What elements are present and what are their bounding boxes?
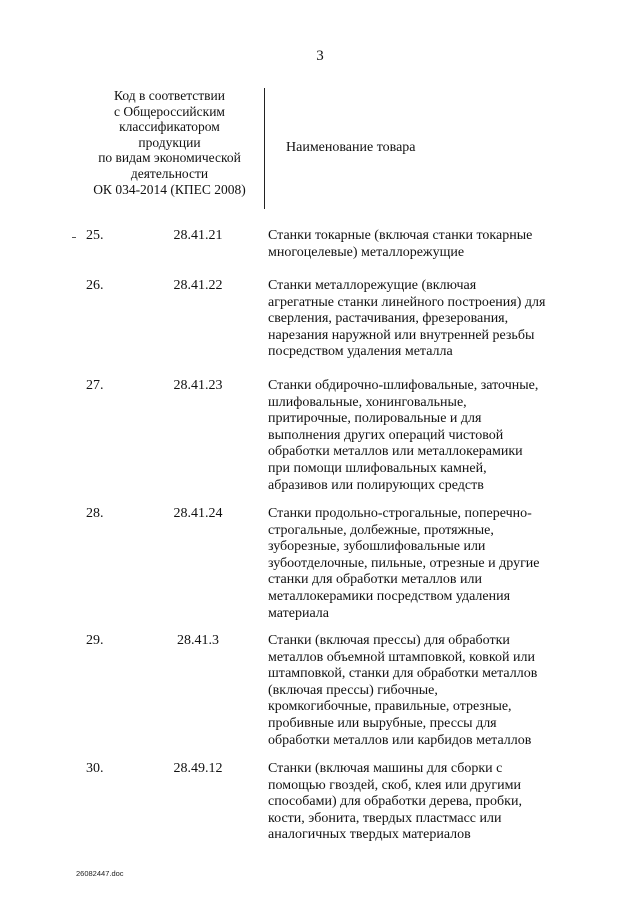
code-header-line: по видам экономической [98,150,241,166]
code-header-line: Код в соответствии [114,88,225,103]
row-name-line: (включая прессы) гибочные, [268,682,438,698]
row-name [268,633,568,749]
code-header-line: деятельности [130,165,209,181]
row-name-line: обработки металлов или карбидов металлов [268,732,532,748]
table-row [0,378,640,506]
row-name-line: зуборезные, зубошлифовальные или [268,539,486,555]
row-name-line: материала [268,605,329,621]
row-name [268,506,568,622]
row-name [268,228,568,261]
code-header-line: продукции [138,134,201,150]
document-filename: 26082447.doc [76,869,124,878]
row-name-line: зубоотделочные, пильные, отрезные и другие [268,555,540,571]
row-name-line: металлов объемной штамповкой, ковкой или [268,649,535,665]
name-column-header: Наименование товара [286,140,416,155]
row-name-line: металлокерамики посредством удаления [268,588,511,604]
row-name-line: Станки токарные (включая станки токарные [268,228,533,243]
row-name-line: многоцелевые) металлорежущие [268,244,465,260]
row-name-line: кости, эбонита, твердых пластмасс или [268,810,502,826]
code-column-header [76,88,263,197]
code-header-line: с Общероссийским [114,103,225,119]
row-name-line: шлифовальные, хонинговальные, [268,394,467,410]
row-code: 28.41.23 [173,378,223,393]
row-name-line: Станки обдирочно-шлифовальные, заточные, [268,378,539,393]
row-name-line: аналогичных твердых материалов [268,827,471,843]
row-number: 29. [86,633,104,648]
row-number: 28. [86,506,104,521]
row-name-line: пробивные или вырубные, прессы для [268,715,497,731]
row-name-line: Станки металлорежущие (включая [268,278,477,293]
row-name-line: нарезания наружной или внутренней резьбы [268,327,535,343]
row-number: 25. [86,228,104,243]
row-name-line: кромкогибочные, правильные, отрезные, [268,699,512,715]
row-name-line: притирочные, полировальные и для [268,411,482,427]
row-name-line: сверления, растачивания, фрезерования, [268,311,509,327]
table-row [0,633,640,761]
table-header [76,88,544,209]
row-name-line: Станки (включая машины для сборки с [268,761,503,776]
row-number: 27. [86,378,104,393]
row-name-line: штамповкой, станки для обработки металлов [268,666,538,682]
row-number: 30. [86,761,104,776]
row-name-line: обработки металлов или металлокерамики [268,444,523,460]
row-name-line: строгальные, долбежные, протяжные, [268,522,494,538]
page-number: 3 [316,48,324,64]
row-name-line: Станки (включая прессы) для обработки [268,633,510,648]
row-name-line: абразивов или полирующих средств [268,477,484,493]
code-header-line: ОК 034-2014 (КПЕС 2008) [93,181,246,197]
goods-table [0,228,640,851]
row-name-line: станки для обработки металлов или [268,572,482,588]
table-row [0,278,640,378]
row-name-line: Станки продольно-строгальные, поперечно- [268,506,532,521]
row-code: 28.41.3 [177,633,219,648]
row-name [268,278,568,361]
code-header-line: классификатором [119,119,220,135]
row-code: 28.41.21 [173,228,223,243]
row-name-line: агрегатные станки линейного построения) для [268,294,546,310]
row-name-line: способами) для обработки дерева, пробки, [268,794,522,810]
header-divider [264,88,265,209]
row-code: 28.41.24 [173,506,223,521]
row-number: 26. [86,278,104,293]
table-row [0,506,640,633]
row-code: 28.41.22 [173,278,223,293]
table-row [0,761,640,851]
row-code: 28.49.12 [173,761,223,776]
row-name [268,378,568,494]
table-row [0,228,640,278]
row-name-line: при помощи шлифовальных камней, [268,460,487,476]
row-name-line: посредством удаления металла [268,344,453,360]
row-name-line: выполнения других операций чистовой [268,427,504,443]
row-name [268,761,568,844]
row-name-line: помощью гвоздей, скоб, клея или другими [268,777,521,793]
